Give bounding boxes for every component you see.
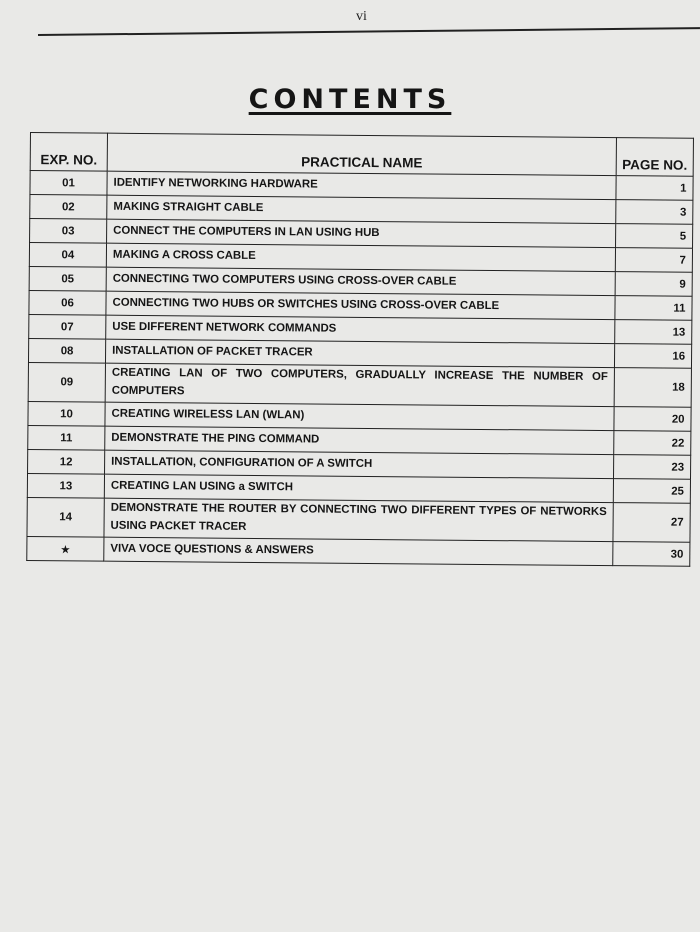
exp-no-cell: 08 (28, 338, 105, 363)
exp-no-cell: 11 (28, 425, 105, 450)
practical-name-cell: MAKING A CROSS CABLE (106, 243, 615, 271)
exp-no-cell: 04 (29, 243, 106, 268)
table-row (28, 362, 691, 407)
practical-name-cell: DEMONSTRATE THE ROUTER BY CONNECTING TWO DIFFERENT TYPES OF NETWORKS USING PACKET TRACER (104, 498, 613, 541)
exp-no-cell: 05 (29, 266, 106, 291)
page-no-cell: 20 (614, 407, 691, 432)
exp-no-cell: 09 (28, 362, 105, 402)
header-practical-name: PRACTICAL NAME (107, 133, 616, 175)
page-number: vi (356, 9, 367, 24)
page-no-cell: 18 (614, 368, 691, 408)
practical-name-cell: CONNECT THE COMPUTERS IN LAN USING HUB (107, 219, 616, 247)
star-icon: ★ (27, 536, 104, 561)
practical-name-cell: CREATING LAN OF TWO COMPUTERS, GRADUALLY INCREASE THE NUMBER OF COMPUTERS (105, 363, 614, 406)
exp-no-cell: 14 (27, 497, 104, 537)
exp-no-cell: 12 (28, 449, 105, 474)
practical-name-cell: DEMONSTRATE THE PING COMMAND (105, 426, 614, 454)
table-row (27, 536, 690, 566)
practical-name-cell: CONNECTING TWO HUBS OR SWITCHES USING CROSS-OVER CABLE (106, 291, 615, 319)
practical-name-cell: INSTALLATION, CONFIGURATION OF A SWITCH (105, 450, 614, 478)
exp-no-cell: 07 (29, 314, 106, 339)
practical-name-cell: CONNECTING TWO COMPUTERS USING CROSS-OVER CABLE (106, 267, 615, 295)
page-no-cell: 30 (613, 542, 690, 567)
practical-name-cell: VIVA VOCE QUESTIONS & ANSWERS (104, 537, 613, 565)
exp-no-cell: 03 (30, 219, 107, 244)
page-no-cell: 16 (614, 344, 691, 369)
practical-name-cell: MAKING STRAIGHT CABLE (107, 195, 616, 223)
header-row (30, 133, 693, 177)
page-no-cell: 13 (615, 320, 692, 345)
page-no-cell: 22 (614, 431, 691, 456)
page-no-cell: 3 (616, 200, 693, 225)
header-page-no: PAGE NO. (616, 138, 693, 177)
page-no-cell: 1 (616, 176, 693, 201)
exp-no-cell: 02 (30, 195, 107, 220)
practical-name-cell: INSTALLATION OF PACKET TRACER (105, 339, 614, 367)
page-title (0, 84, 700, 115)
practical-name-cell: IDENTIFY NETWORKING HARDWARE (107, 171, 616, 199)
page-no-cell: 11 (615, 296, 692, 321)
practical-name-cell: CREATING WIRELESS LAN (WLAN) (105, 402, 614, 430)
table-row (27, 497, 690, 542)
practical-name-cell: USE DIFFERENT NETWORK COMMANDS (106, 315, 615, 343)
page-no-cell: 23 (613, 455, 690, 480)
page-no-cell: 9 (615, 272, 692, 297)
page-no-cell: 27 (613, 503, 690, 543)
exp-no-cell: 13 (27, 473, 104, 498)
page-no-cell: 25 (613, 479, 690, 504)
title-text: CONTENTS (248, 84, 452, 115)
page-no-cell: 7 (615, 248, 692, 273)
exp-no-cell: 10 (28, 401, 105, 426)
contents-table-wrapper (26, 132, 694, 567)
page-no-cell: 5 (616, 224, 693, 249)
contents-table (26, 132, 694, 567)
header-exp-no: EXP. NO. (30, 133, 107, 172)
practical-name-cell: CREATING LAN USING a SWITCH (104, 474, 613, 502)
exp-no-cell: 06 (29, 290, 106, 315)
exp-no-cell: 01 (30, 171, 107, 196)
header-rule (38, 27, 700, 36)
